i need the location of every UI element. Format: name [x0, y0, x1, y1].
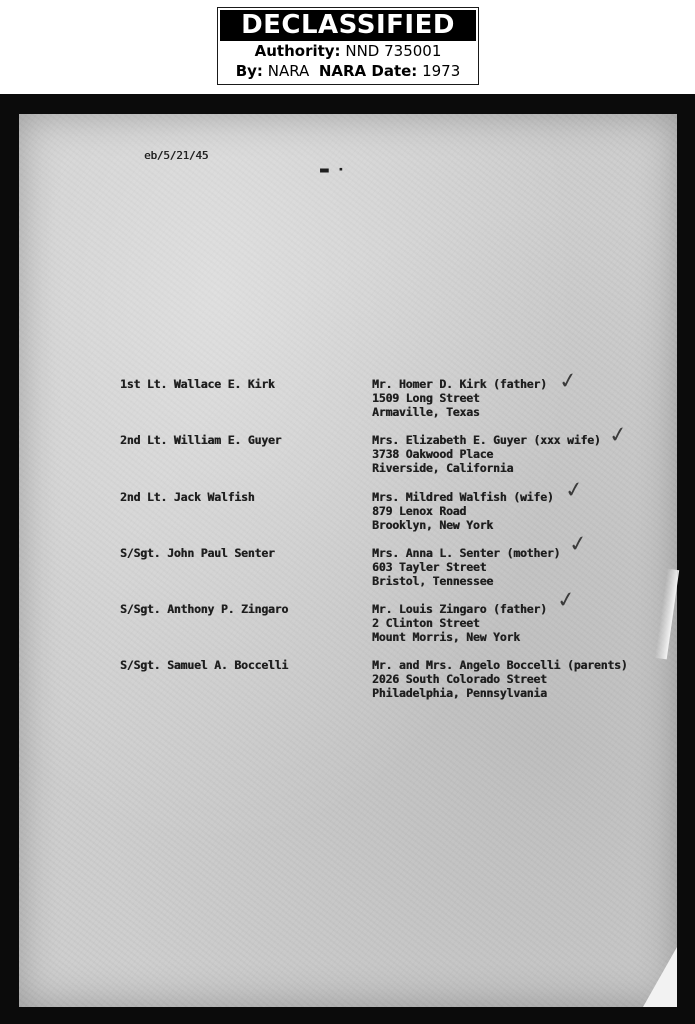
crew-member-name: S/Sgt. Anthony P. Zingaro — [120, 602, 289, 616]
list-item — [19, 530, 677, 592]
list-item — [19, 421, 677, 479]
crew-member-name: 2nd Lt. Jack Walfish — [120, 490, 255, 504]
check-mark-icon: ✓ — [563, 476, 586, 505]
stamp-by-line — [218, 61, 478, 81]
crew-member-name: S/Sgt. Samuel A. Boccelli — [120, 658, 289, 672]
next-of-kin-address — [372, 377, 547, 419]
document-reference: eb/5/21/45 — [144, 149, 209, 162]
crew-member-name: 2nd Lt. William E. Guyer — [120, 433, 282, 447]
declassified-stamp — [217, 7, 479, 85]
stamp-authority-label: Authority: — [254, 42, 341, 60]
address-line: Mount Morris, New York — [372, 630, 520, 644]
list-item — [19, 476, 677, 536]
next-of-kin-address — [372, 602, 547, 644]
scan-frame — [0, 94, 695, 1024]
address-line: 2 Clinton Street — [372, 616, 480, 630]
document-page — [19, 114, 677, 1007]
check-mark-icon: ✓ — [555, 586, 578, 615]
stamp-header: DECLASSIFIED — [220, 10, 476, 41]
address-line: Riverside, California — [372, 461, 514, 475]
address-line: Armaville, Texas — [372, 405, 480, 419]
address-line: 3738 Oakwood Place — [372, 447, 494, 461]
next-of-kin-address — [372, 490, 554, 532]
address-line: Philadelphia, Pennsylvania — [372, 686, 547, 700]
check-mark-icon: ✓ — [607, 421, 630, 450]
address-line: Bristol, Tennessee — [372, 574, 494, 588]
crew-member-name: 1st Lt. Wallace E. Kirk — [120, 377, 275, 391]
stamp-authority-line — [218, 41, 478, 61]
stamp-by-label: By: — [235, 62, 263, 80]
address-line: Mr. Louis Zingaro (father) — [372, 602, 547, 616]
check-mark-icon: ✓ — [557, 367, 580, 396]
list-item — [19, 658, 677, 704]
address-line: 879 Lenox Road — [372, 504, 467, 518]
address-line: Brooklyn, New York — [372, 518, 494, 532]
list-item — [19, 367, 677, 423]
page-fold — [643, 947, 677, 1007]
address-line: 2026 South Colorado Street — [372, 672, 547, 686]
list-item — [19, 586, 677, 648]
stamp-by-value: NARA — [267, 62, 310, 80]
address-line: Mrs. Mildred Walfish (wife) — [372, 490, 554, 504]
address-line: 1509 Long Street — [372, 391, 480, 405]
crew-member-name: S/Sgt. John Paul Senter — [120, 546, 275, 560]
stamp-authority-value: NND 735001 — [345, 42, 442, 60]
ink-smudge: ▬ · — [320, 162, 345, 178]
next-of-kin-address — [372, 433, 601, 475]
address-line: 603 Tayler Street — [372, 560, 487, 574]
check-mark-icon: ✓ — [567, 530, 590, 559]
next-of-kin-address — [372, 546, 560, 588]
address-line: Mrs. Elizabeth E. Guyer (xxx wife) — [372, 433, 601, 447]
address-line: Mr. Homer D. Kirk (father) — [372, 377, 547, 391]
address-line: Mrs. Anna L. Senter (mother) — [372, 546, 561, 560]
stamp-date-label: NARA Date: — [318, 62, 418, 80]
next-of-kin-address — [372, 658, 628, 700]
address-line: Mr. and Mrs. Angelo Boccelli (parents) — [372, 658, 628, 672]
stamp-date-value: 1973 — [422, 62, 461, 80]
